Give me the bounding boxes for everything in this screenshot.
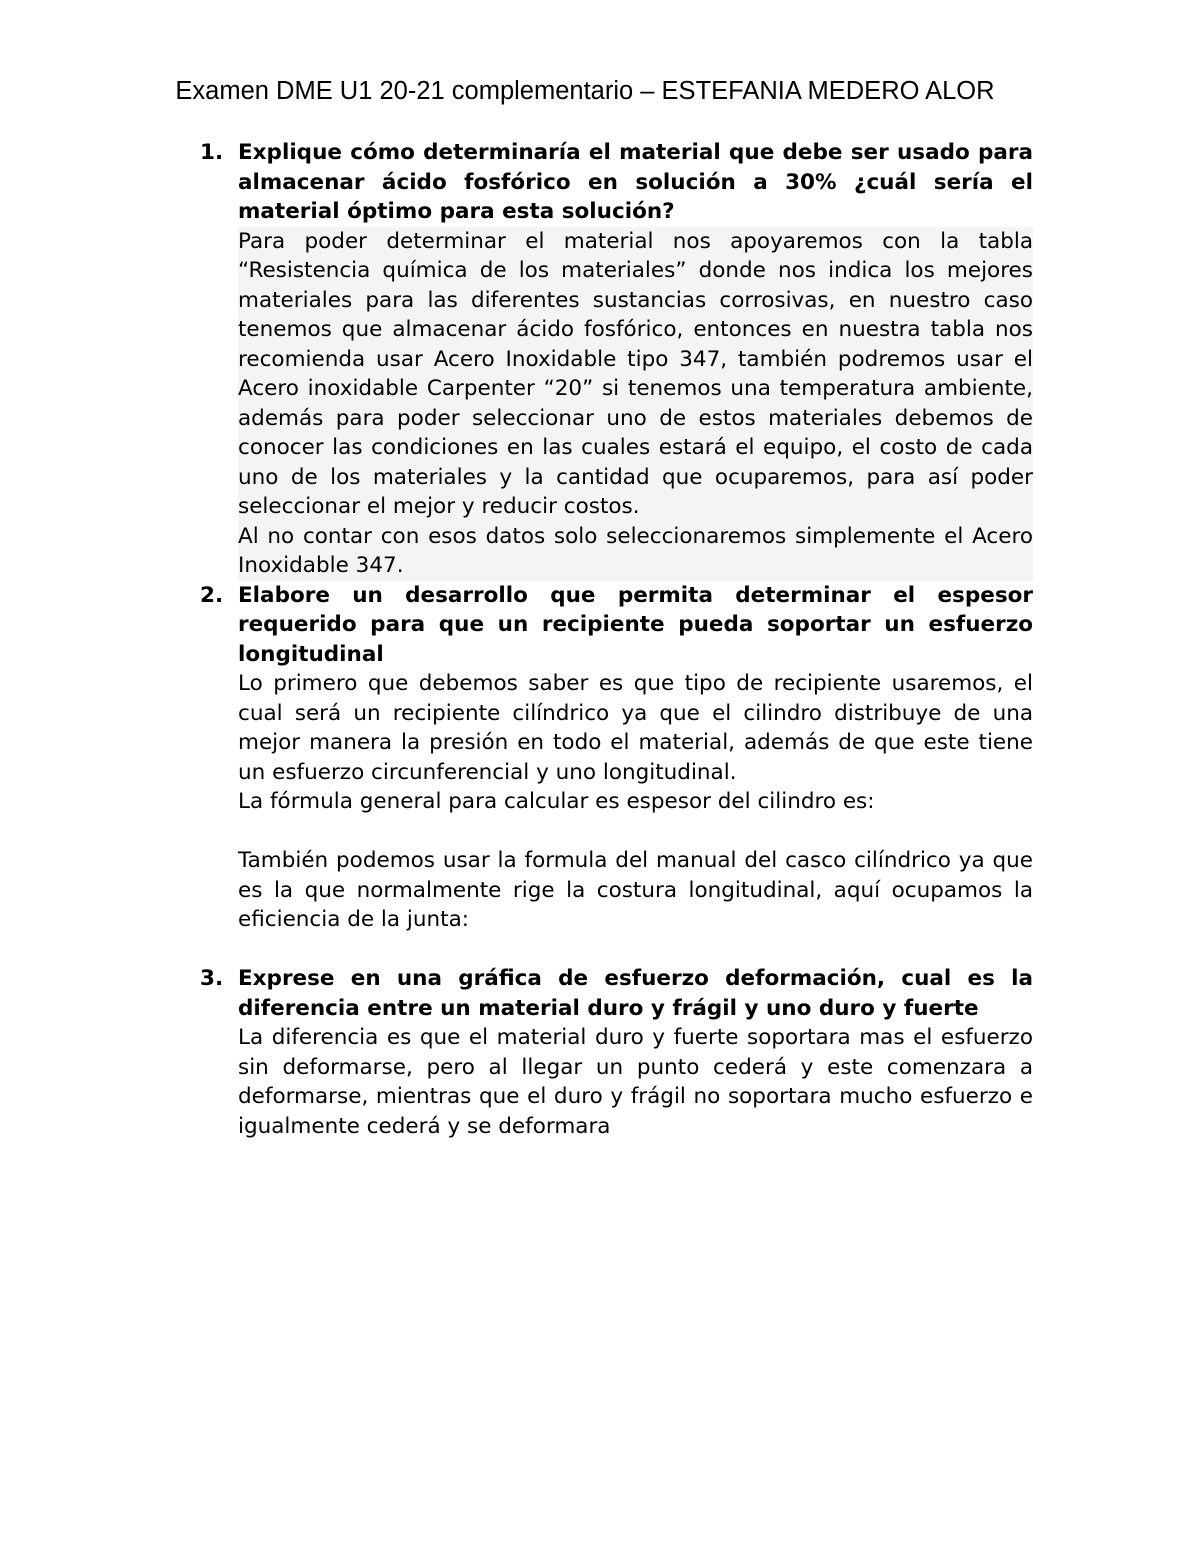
answer-paragraph: La diferencia es que el material duro y fuerte soportara mas el esfuerzo sin deformarse, pero al llegar un punto cederá y este comenzara a deformarse, mientras que el duro y frágil no soportara mucho esfuerzo e igualmente cederá y se deformara — [238, 1025, 1033, 1139]
question-number: 3. — [200, 966, 224, 991]
question-2 — [200, 581, 1033, 965]
question-list — [200, 138, 1033, 1141]
document-title: Examen DME U1 20-21 complementario – ESTEFANIA MEDERO ALOR — [175, 77, 995, 105]
answer-paragraph: Al no contar con esos datos solo seleccionaremos simplemente el Acero Inoxidable 347. — [238, 522, 1033, 581]
question-number: 1. — [200, 140, 224, 165]
answer-paragraph: La fórmula general para calcular es espesor del cilindro es: — [238, 789, 875, 814]
question-title: Exprese en una gráfica de esfuerzo deformación, cual es la diferencia entre un material duro y frágil y uno duro y fuerte — [238, 966, 1033, 1021]
question-title: Elabore un desarrollo que permita determinar el espesor requerido para que un recipiente pueda soportar un esfuerzo longitudinal — [238, 582, 1033, 667]
question-1 — [200, 138, 1033, 581]
question-3 — [200, 964, 1033, 1141]
question-title: Explique cómo determinaría el material que debe ser usado para almacenar ácido fosfórico en solución a 30% ¿cuál sería el material óptimo para esta solución? — [238, 140, 1033, 224]
question-number: 2. — [200, 582, 224, 608]
formula-placeholder — [238, 935, 1033, 965]
formula-placeholder — [238, 817, 1033, 847]
answer-paragraph: También podemos usar la formula del manual del casco cilíndrico ya que es la que normalmente rige la costura longitudinal, aquí ocupamos la eficiencia de la junta: — [238, 848, 1033, 932]
answer-paragraph: Lo primero que debemos saber es que tipo de recipiente usaremos, el cual será un recipiente cilíndrico ya que el cilindro distribuye de una mejor manera la presión en todo el material, además de que este tiene un esfuerzo circunferencial y uno longitudinal. — [238, 671, 1033, 785]
answer-paragraph: Para poder determinar el material nos apoyaremos con la tabla “Resistencia química de los materiales” donde nos indica los mejores materiales para las diferentes sustancias corrosivas, en nuestro caso tenemos que almacenar ácido fosfórico, entonces en nuestra tabla nos recomienda usar Acero Inoxidable tipo 347, también podremos usar el Acero inoxidable Carpenter “20” si tenemos una temperatura ambiente, además para poder seleccionar uno de estos materiales debemos de conocer las condiciones en las cuales estará el equipo, el costo de cada uno de los materiales y la cantidad que ocuparemos, para así poder seleccionar el mejor y reducir costos. — [238, 227, 1033, 522]
